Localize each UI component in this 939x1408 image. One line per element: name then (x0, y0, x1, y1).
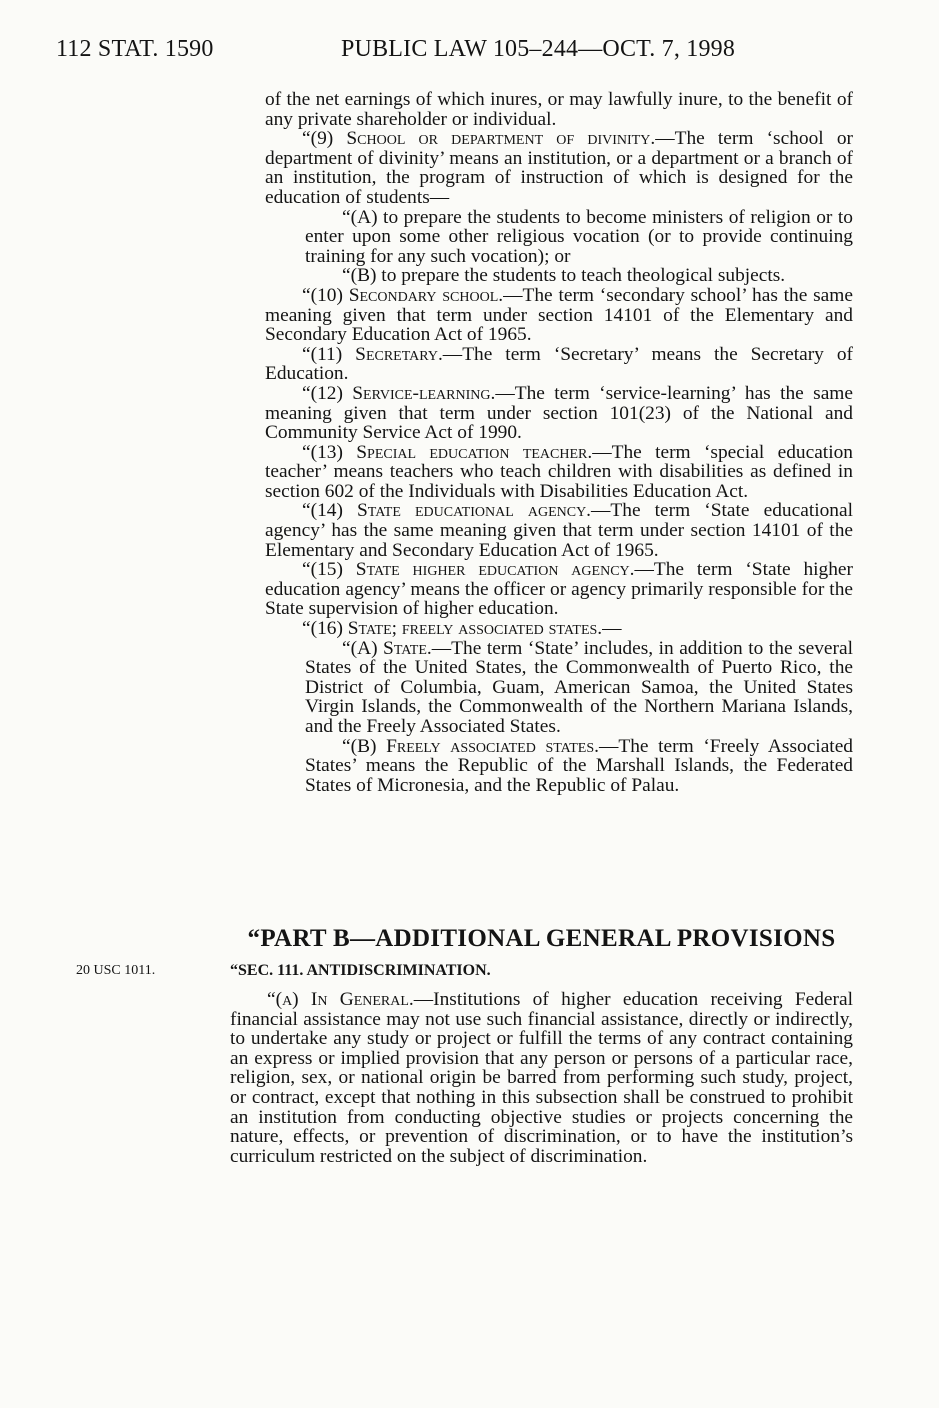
definitions-column (265, 90, 853, 795)
definition-secretary: “(11) Secretary.—The term ‘Secretary’ means the Secretary of Education. (265, 343, 853, 385)
definition-state-freely-associated: “(16) State; freely associated states.— (302, 618, 622, 640)
stat-reference: 112 STAT. 1590 (56, 36, 214, 62)
definition-divinity-b: “(B) to prepare the students to teach theological subjects. (342, 265, 786, 287)
definition-state-higher-education-agency: “(15) State higher education agency.—The term ‘State higher education agency’ means the officer or agency primarily responsible for the State supervision of higher education. (265, 559, 853, 620)
definition-secondary-school: “(10) Secondary school.—The term ‘secondary school’ has the same meaning given that term under section 14101 of the Elementary and Secondary Education Act of 1965. (265, 284, 853, 346)
subsection-in-general: “(a) In General.—Institutions of higher education receiving Federal financial assistance may not use such financial assistance, directly or indirectly, to undertake any study or project or fulfill the terms of any contract containing an express or implied provision that any person or persons of a particular race, religion, sex, or national origin be barred from performing such study, project, or contract, except that nothing in this subsection shall be construed to prohibit an institution from conducting objective studies or projects concerning the nature, effects, or prevention of discrimination, or to have the institution’s curriculum restricted on the subject of discrimination. (230, 989, 853, 1167)
section-heading: “SEC. 111. ANTIDISCRIMINATION. (230, 962, 491, 979)
definition-state: “(A) State.—The term ‘State’ includes, in addition to the several States of the United States, the Commonwealth of Puerto Rico, the District of Columbia, Guam, American Samoa, the United States Virgin Islands, the Commonwealth of the Northern Mariana Islands, and the Freely Associated States. (305, 637, 853, 737)
antidiscrimination-column (230, 990, 853, 1166)
usc-margin-note: 20 USC 1011. (76, 963, 156, 978)
definition-freely-associated-states: “(B) Freely associated states.—The term ‘Freely Associated States’ means the Republic of the Marshall Islands, the Federated States of Micronesia, and the Republic of Palau. (305, 735, 853, 796)
definition-service-learning: “(12) Service-learning.—The term ‘service-learning’ has the same meaning given that term under section 101(23) of the National and Community Service Act of 1990. (265, 382, 853, 444)
definition-state-educational-agency: “(14) State educational agency.—The term ‘State educational agency’ has the same meaning given that term under section 14101 of the Elementary and Secondary Education Act of 1965. (265, 500, 853, 561)
public-law-title: PUBLIC LAW 105–244—OCT. 7, 1998 (341, 36, 736, 62)
definition-special-education-teacher: “(13) Special education teacher.—The term ‘special education teacher’ means teachers who teach children with disabilities as defined in section 602 of the Individuals with Disabilities Education Act. (265, 441, 853, 502)
part-b-heading: “PART B—ADDITIONAL GENERAL PROVISIONS (247, 925, 836, 952)
page-header (56, 36, 899, 66)
definition-divinity: “(9) School or department of divinity.—The term ‘school or department of divinity’ means an institution, or a department or a branch of an institution, the program of instruction of which is designed for the education of students— (265, 128, 853, 208)
definition-divinity-a: “(A) to prepare the students to become ministers of religion or to enter upon some other religious vocation (or to provide continuing training for any such vocation); or (305, 206, 853, 267)
continuation-paragraph: of the net earnings of which inures, or may lawfully inure, to the benefit of any private shareholder or individual. (265, 89, 853, 130)
